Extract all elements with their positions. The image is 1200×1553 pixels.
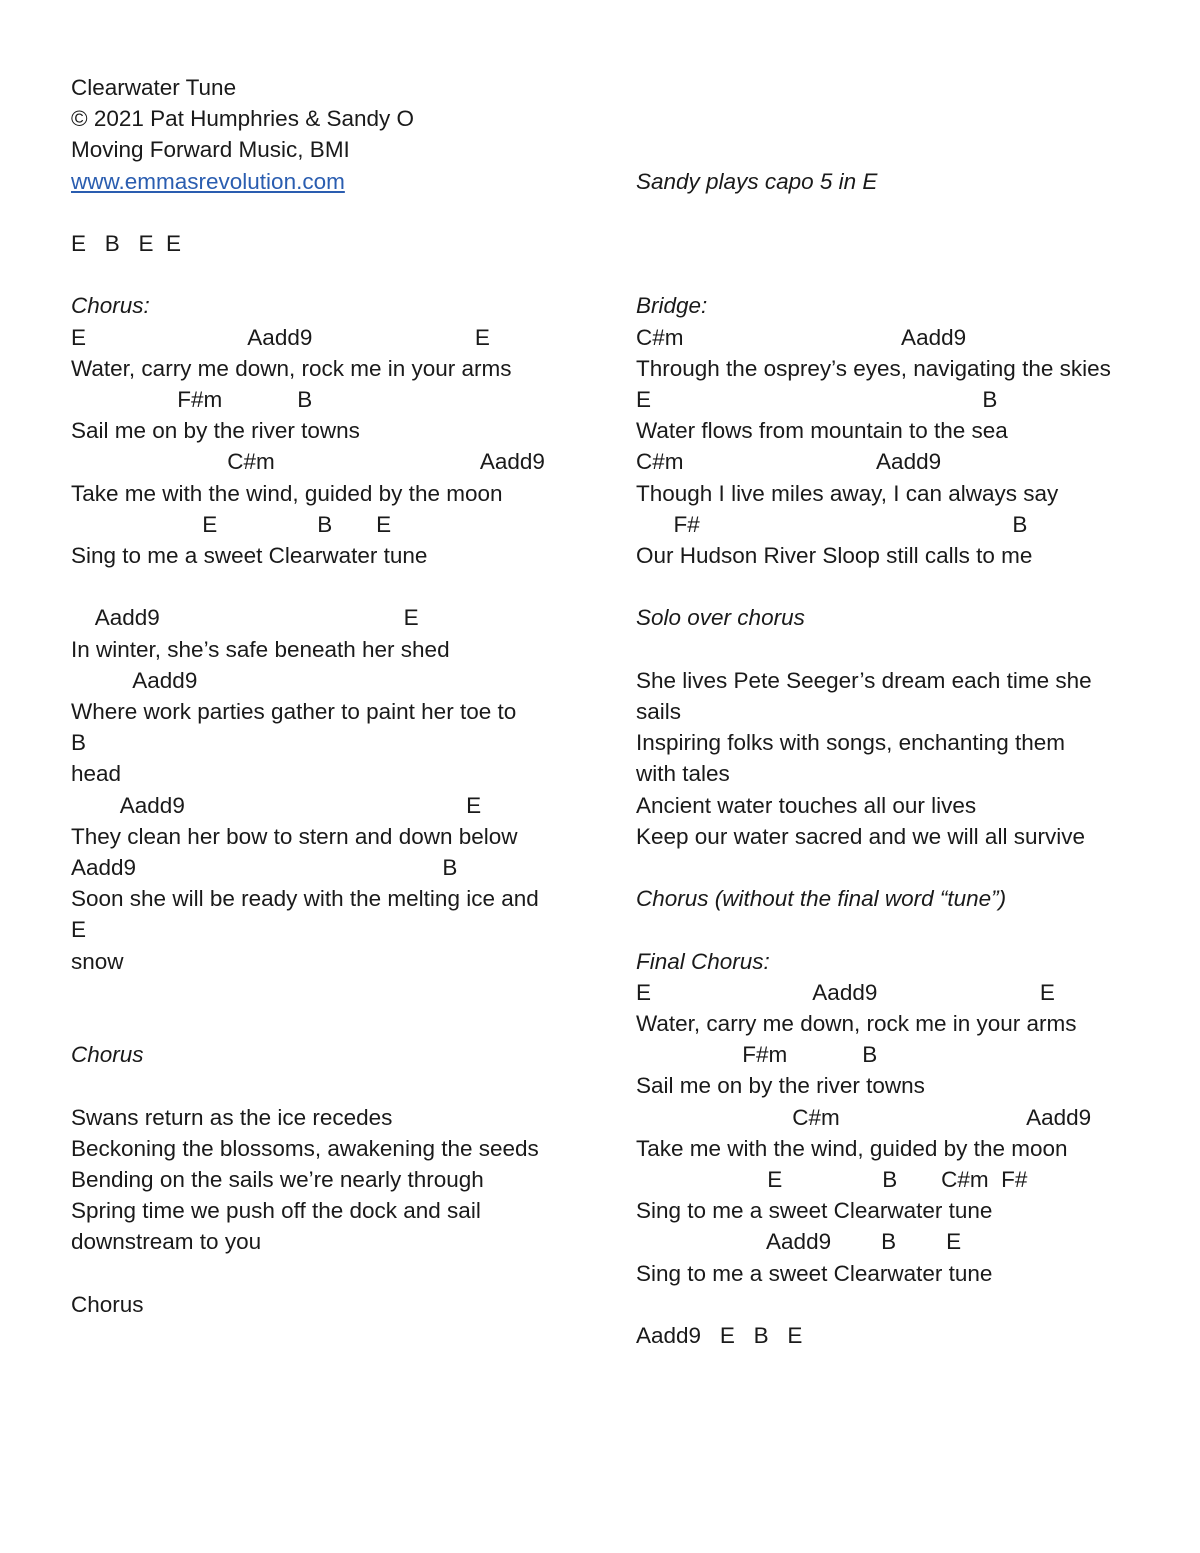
text-line-sing-to-me-a-sweet-clearwater-tune: Sing to me a sweet Clearwater tune: [636, 1198, 993, 1224]
text-line-c-m-aadd9: C#m Aadd9: [636, 1104, 1092, 1130]
text-line-soon-she-will-be-ready-with-the-melting-: Soon she will be ready with the melting ice and: [71, 886, 539, 912]
text-line-bridge: Bridge:: [636, 293, 708, 319]
text-line-keep-our-water-sacred-and-we-will-all-su: Keep our water sacred and we will all survive: [636, 823, 1085, 849]
text-line-take-me-with-the-wind-guided-by-the-moon: Take me with the wind, guided by the moon: [636, 1135, 1068, 1161]
text-line-c-m-aadd9: C#m Aadd9: [71, 449, 545, 475]
text-line-snow: snow: [71, 948, 124, 974]
text-line-beckoning-the-blossoms-awakening-the-see: Beckoning the blossoms, awakening the seeds: [71, 1135, 539, 1161]
text-line-sing-to-me-a-sweet-clearwater-tune: Sing to me a sweet Clearwater tune: [636, 1260, 993, 1286]
text-line-aadd9-e-b-e: Aadd9 E B E: [636, 1323, 803, 1348]
text-line-sail-me-on-by-the-river-towns: Sail me on by the river towns: [71, 418, 360, 444]
text-line-clearwater-tune: Clearwater Tune: [71, 75, 237, 100]
text-line-downstream-to-you: downstream to you: [71, 1229, 262, 1255]
text-line-sails: sails: [636, 699, 682, 724]
text-line-in-winter-she-s-safe-beneath-her-shed: In winter, she’s safe beneath her shed: [71, 636, 450, 662]
text-line-swans-return-as-the-ice-recedes: Swans return as the ice recedes: [71, 1104, 393, 1130]
text-line-chorus-without-the-final-word-tune: Chorus (without the final word “tune”): [636, 886, 1007, 912]
text-line-with-tales: with tales: [636, 761, 730, 787]
text-line-moving-forward-music-bmi: Moving Forward Music, BMI: [71, 137, 350, 163]
text-line-2021-pat-humphries-sandy-o: © 2021 Pat Humphries & Sandy O: [71, 106, 415, 132]
text-line-chorus: Chorus: [71, 1042, 144, 1068]
text-line-e-b-e: E B E: [71, 511, 392, 537]
text-line-c-m-aadd9: C#m Aadd9: [636, 324, 967, 350]
text-line-chorus: Chorus:: [71, 293, 150, 319]
text-line-aadd9-b: Aadd9 B: [71, 855, 458, 880]
text-line-aadd9-e: Aadd9 E: [71, 605, 419, 631]
text-line-e-b-c-m-f: E B C#m F#: [636, 1167, 1028, 1192]
text-line-water-carry-me-down-rock-me-in-your-arms: Water, carry me down, rock me in your arms: [71, 355, 512, 381]
text-line-where-work-parties-gather-to-paint-her-t: Where work parties gather to paint her toe to: [71, 699, 517, 724]
website-link[interactable]: www.emmasrevolution.com: [71, 168, 345, 194]
text-line-sail-me-on-by-the-river-towns: Sail me on by the river towns: [636, 1073, 925, 1099]
text-line-she-lives-pete-seeger-s-dream-each-time-: She lives Pete Seeger’s dream each time she: [636, 667, 1092, 693]
text-line-our-hudson-river-sloop-still-calls-to-me: Our Hudson River Sloop still calls to me: [636, 543, 1033, 568]
text-line-final-chorus: Final Chorus:: [636, 948, 770, 974]
text-line-chorus: Chorus: [71, 1291, 144, 1317]
text-line-f-b: F# B: [636, 511, 1028, 537]
text-line-b: B: [71, 730, 87, 756]
text-line-solo-over-chorus: Solo over chorus: [636, 605, 805, 631]
text-line-sing-to-me-a-sweet-clearwater-tune: Sing to me a sweet Clearwater tune: [71, 543, 428, 568]
text-line-aadd9-b-e: Aadd9 B E: [636, 1229, 962, 1255]
text-line-e-b: E B: [636, 387, 998, 412]
text-line-through-the-osprey-s-eyes-navigating-the: Through the osprey’s eyes, navigating the skies: [636, 355, 1111, 381]
text-line-e-aadd9-e: E Aadd9 E: [71, 324, 490, 350]
text-line-take-me-with-the-wind-guided-by-the-moon: Take me with the wind, guided by the moon: [71, 480, 503, 506]
text-line-water-flows-from-mountain-to-the-sea: Water flows from mountain to the sea: [636, 418, 1008, 444]
text-line-sandy-plays-capo-5-in-e: Sandy plays capo 5 in E: [636, 168, 878, 194]
text-line-e-b-e-e: E B E E: [71, 231, 182, 256]
text-line-though-i-live-miles-away-i-can-always-sa: Though I live miles away, I can always say: [636, 480, 1059, 506]
text-line-c-m-aadd9: C#m Aadd9: [636, 449, 942, 475]
text-line-aadd9-e: Aadd9 E: [71, 792, 482, 818]
text-line-ancient-water-touches-all-our-lives: Ancient water touches all our lives: [636, 792, 977, 818]
text-line-head: head: [71, 761, 122, 787]
text-line-f-m-b: F#m B: [71, 387, 313, 412]
text-line-inspiring-folks-with-songs-enchanting-th: Inspiring folks with songs, enchanting them: [636, 730, 1065, 756]
text-line-f-m-b: F#m B: [636, 1042, 878, 1068]
text-line-they-clean-her-bow-to-stern-and-down-bel: They clean her bow to stern and down below: [71, 823, 518, 849]
text-line-aadd9: Aadd9: [71, 667, 198, 693]
text-line-water-carry-me-down-rock-me-in-your-arms: Water, carry me down, rock me in your arms: [636, 1011, 1077, 1036]
text-line-spring-time-we-push-off-the-dock-and-sai: Spring time we push off the dock and sail: [71, 1198, 481, 1224]
text-line-bending-on-the-sails-we-re-nearly-throug: Bending on the sails we’re nearly through: [71, 1167, 484, 1192]
text-line-e-aadd9-e: E Aadd9 E: [636, 979, 1055, 1005]
text-line-e: E: [71, 917, 87, 943]
